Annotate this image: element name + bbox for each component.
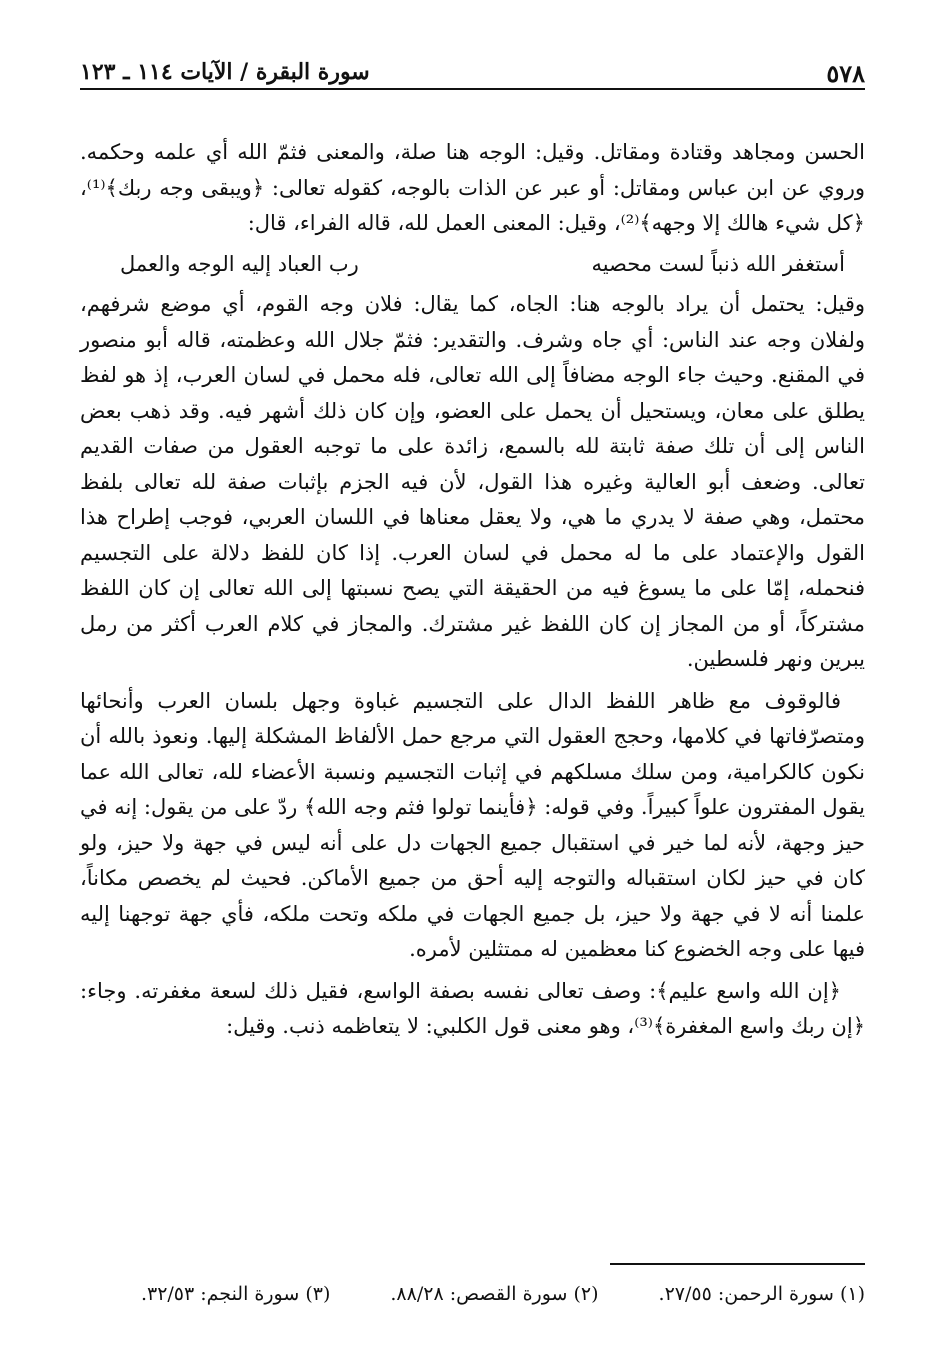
book-page (80, 55, 865, 1315)
footnote-3: (٣) سورة النجم: ٣٢/٥٣. (140, 1283, 331, 1305)
page-number: ٥٧٨ (826, 59, 865, 88)
footnote-rule (610, 1263, 865, 1265)
footnotes (80, 1283, 865, 1305)
verse-first-hemistich: أستغفر الله ذنباً لست محصيه (591, 251, 845, 276)
verse-second-hemistich: رب العباد إليه الوجه والعمل (120, 251, 359, 276)
running-title: سورة البقرة / الآيات ١١٤ ـ ١٢٣ (80, 59, 370, 85)
paragraph-2: وقيل: يحتمل أن يراد بالوجه هنا: الجاه، كما يقال: فلان وجه القوم، أي موضع شرفهم، ولفلان وجه عند الناس: أي جاه وشرف. والتقدير: فثمّ جلال الله وعظمته، قاله أبو منصور في المقنع. وحيث جاء الوجه مضافاً إلى الله تعالى، فله محمل في لسان العرب، إذ هو لفظ يطلق على معان، ويستحيل أن يحمل على العضو، وإن كان ذلك أشهر فيه. وقد ذهب بعض الناس إلى أن تلك صفة ثابتة لله بالسمع، زائدة على ما توجبه العقول من صفات القديم تعالى. وضعف أبو العالية وغيره هذا القول، لأن فيه الجزم بإثبات صفة لله تعالى بلفظ محتمل، وهي صفة لا يدري ما هي، ولا يعقل معناها في اللسان العربي، فوجب إطراح هذا القول والإعتماد على ما له محمل في لسان العرب. إذا كان للفظ دلالة على التجسيم فنحمله، إمّا على ما يسوغ فيه من الحقيقة التي يصح نسبتها إلى الله تعالى إن كان اللفظ مشتركاً، أو من المجاز إن كان اللفظ غير مشترك. والمجاز في كلام العرب أكثر من رمل يبرين ونهر فلسطين. (80, 292, 865, 671)
poetry-verse (80, 247, 865, 283)
header-rule (80, 88, 865, 90)
paragraph-1: الحسن ومجاهد وقتادة ومقاتل. وقيل: الوجه هنا صلة، والمعنى فثمّ الله أي علمه وحكمه. وروي عن ابن عباس ومقاتل: أو عبر عن الذات بالوجه، كقوله تعالى: ﴿ويبقى وجه ربك﴾⁽¹⁾، ﴿كل شيء هالك إلا وجهه﴾⁽²⁾، وقيل: المعنى العمل لله، قاله الفراء، قال: (80, 140, 865, 235)
paragraph-4: ﴿إن الله واسع عليم﴾: وصف تعالى نفسه بصفة الواسع، فقيل ذلك لسعة مغفرته. وجاء: ﴿إن ربك واسع المغفرة﴾⁽³⁾، وهو معنى قول الكلبي: لا يتعاظمه ذنب. وقيل: (80, 978, 865, 1038)
body-text (80, 135, 865, 1045)
page-header (80, 55, 865, 91)
paragraph-3: فالوقوف مع ظاهر اللفظ الدال على التجسيم غباوة وجهل بلسان العرب وأنحائها ومتصرّفاتها في كلامها، وحجج العقول التي مرجع حمل الألفاظ المشكلة إليها. ونعوذ بالله أن نكون كالكرامية، ومن سلك مسلكهم في إثبات التجسيم ونسبة الأعضاء لله، تعالى الله عما يقول المفترون علواً كبيراً. وفي قوله: ﴿فأينما تولوا فثم وجه الله﴾ ردّ على من يقول: إنه في حيز وجهة، لأنه لما خير في استقبال جميع الجهات دل على أنه ليس في جهة ولا حيز، ولو كان في حيز لكان استقباله والتوجه إليه أحق من جميع الأماكن. فحيث لم يخصص مكاناً، علمنا أنه لا في جهة ولا حيز، بل جميع الجهات في ملكه وتحت ملكه، فأي جهة توجهنا إليه فيها على وجه الخضوع كنا معظمين له ممتثلين لأمره. (80, 688, 866, 961)
footnote-1: (١) سورة الرحمن: ٢٧/٥٥. (658, 1283, 865, 1305)
footnote-2: (٢) سورة القصص: ٨٨/٢٨. (390, 1283, 599, 1305)
